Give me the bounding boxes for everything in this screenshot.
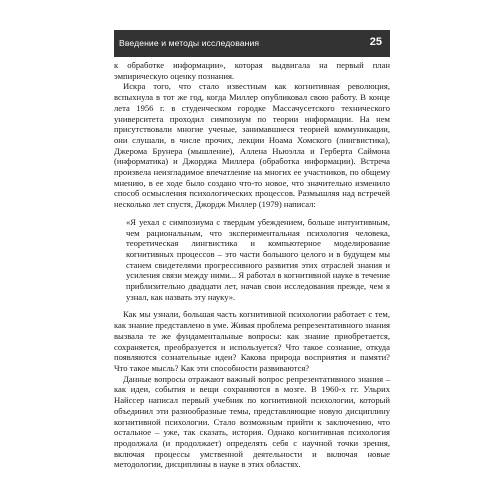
paragraph: Искра того, что стало известным как когнитивная революция, вспыхнула в тот же год, когда Миллер опубликовал свою работу. В конце лета 1956 г. в студенческом городке Массачусетского технического университета проходил симпозиум по теории информации. На нем присутствовали многие ученые, занимавшиеся теорией коммуникации, они слушали, в числе прочих, лекции Ноама Хомского (лингвистика), Джерома Брунера (мышление), Аллена Ньюэлла и Герберта Саймона (информатика) и Джорджа Миллера (обработка информации). Встреча произвела неизгладимое впечатление на многих ее участников, по общему мнению, в ее ходе было создано что-то новое, что значительно изменило способ осмысления психологических процессов. Размышляя над встречей несколько лет спустя, Джордж Миллер (1979) написал: <box>114 81 390 210</box>
page-body <box>114 60 390 470</box>
running-header <box>114 30 390 57</box>
block-quote: «Я уехал с симпозиума с твердым убеждением, больше интуитивным, чем рациональным, что экспериментальная психология человека, теоретическая лингвистика и компьютерное моделирование когнитивных процессов – это части большого целого и в будущем мы станем свидетелями прогрессивного развития этих отраслей знания и усиления связи между ними... Я работал в когнитивной науке в течение приблизительно двадцати лет, начав свои исследования прежде, чем я узнал, как назвать эту науку». <box>126 216 390 302</box>
page-number: 25 <box>369 36 382 48</box>
paragraph: Данные вопросы отражают важный вопрос репрезентативного знания – как идеи, события и вещи сохраняются в мозге. В 1960-х гг. Ульрих Найссер написал первый учебник по когнитивной психологии, который объединил эти разнообразные темы, представляющие новую дисциплину когнитивной психологии. Стало возможным прийти к заключению, что остальное – уже, так сказать, история. Однако когнитивная психология продолжала (и продолжает) определять себя с научной точки зрения, включая процессы умственной деятельности и включая новые методологии, дисциплины в науке в этих областях. <box>114 373 390 470</box>
paragraph: к обработке информации», которая выдвигала на первый план эмпирическую оценку познания. <box>114 60 390 81</box>
chapter-title: Введение и методы исследования <box>119 38 260 48</box>
paragraph: Как мы узнали, большая часть когнитивной психологии работает с тем, как знание представлено в уме. Живая проблема репрезентативного знания вызвала те же фундаментальные вопросы: как знание приобретается, сохраняется, преобразуется и используется? Что такое сознание, откуда появляются сознательные идеи? Какова природа восприятия и памяти? Что такое мысль? Как эти способности развиваются? <box>114 309 390 373</box>
